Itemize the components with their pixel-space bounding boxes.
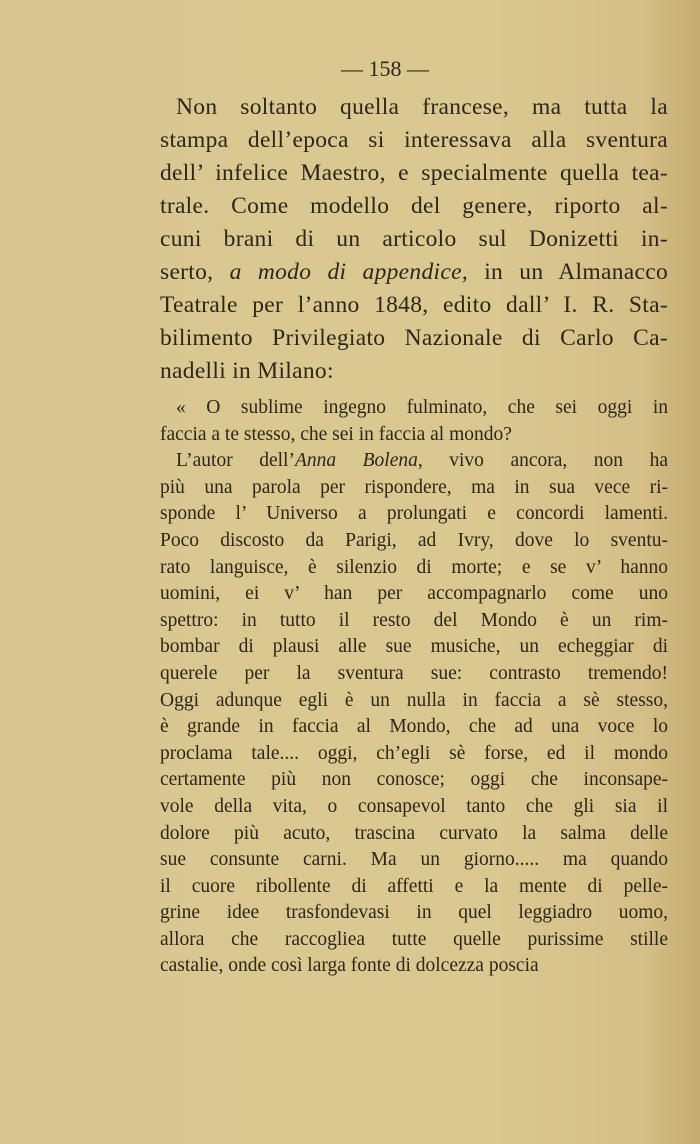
text-segment: certamente più non conosce; oggi che inconsape- (160, 769, 668, 791)
text-line (160, 501, 668, 528)
text-segment: grine idee trasfondevasi in quel leggiadro uomo, (160, 902, 668, 924)
text-line (160, 223, 668, 256)
text-segment: Oggi adunque egli è un nulla in faccia a sè stesso, (160, 689, 668, 711)
text-segment: bilimento Privilegiato Nazionale di Carlo Ca- (160, 325, 668, 351)
text-segment: vole della vita, o consapevol tanto che gli sia il (160, 795, 668, 817)
text-line (160, 714, 668, 741)
text-line (160, 475, 668, 502)
text-segment: più una parola per rispondere, ma in sua vece ri- (160, 476, 668, 498)
text-segment: Non soltanto quella francese, ma tutta la (176, 94, 668, 120)
quoted-article (160, 395, 668, 980)
text-line (160, 422, 668, 449)
text-line (160, 847, 668, 874)
text-segment: cuni brani di un articolo sul Donizetti in- (160, 226, 668, 252)
text-segment: dolore più acuto, trascina curvato la salma delle (160, 822, 668, 844)
text-segment: Poco discosto da Parigi, ad Ivry, dove lo sventu- (160, 529, 668, 551)
text-segment: spettro: in tutto il resto del Mondo è un rim- (160, 609, 668, 631)
text-line (160, 322, 668, 355)
text-segment: stampa dell’epoca si interessava alla sventura (160, 127, 668, 153)
text-line (160, 190, 668, 223)
text-line (160, 157, 668, 190)
text-line (160, 927, 668, 954)
text-segment: serto, (160, 259, 230, 285)
text-segment: bombar di plausi alle sue musiche, un echeggiar di (160, 636, 668, 658)
text-segment: rato languisce, è silenzio di morte; e se v’ hanno (160, 556, 668, 578)
text-line (160, 289, 668, 322)
text-line (160, 256, 668, 289)
text-segment: « O sublime ingegno fulminato, che sei oggi in (176, 397, 668, 418)
text-line (160, 355, 668, 388)
text-segment: , vivo ancora, non ha (417, 450, 668, 472)
text-line (160, 395, 668, 422)
text-segment: dell’ infelice Maestro, e specialmente quella tea- (160, 160, 668, 186)
text-segment: uomini, ei v’ han per accompagnarlo come uno (160, 583, 668, 605)
text-line (160, 91, 668, 124)
text-segment: sponde l’ Universo a prolungati e concordi lamenti. (160, 503, 668, 525)
text-segment: castalie, onde così larga fonte di dolcezza poscia (160, 955, 539, 977)
text-line (160, 688, 668, 715)
text-line (160, 661, 668, 688)
text-segment: allora che raccogliea tutte quelle purissime stille (160, 928, 668, 950)
text-segment: il cuore ribollente di affetti e la mente di pelle- (160, 875, 668, 897)
text-line (160, 124, 668, 157)
text-segment: Teatrale per l’anno 1848, edito dall’ I. R. Sta- (160, 292, 668, 318)
text-segment: L’autor dell’ (176, 450, 295, 472)
text-line (160, 634, 668, 661)
text-line (160, 767, 668, 794)
text-segment: faccia a te stesso, che sei in faccia al mondo? (160, 423, 512, 445)
text-line (160, 741, 668, 768)
text-line (160, 555, 668, 582)
text-line (160, 608, 668, 635)
text-line (160, 874, 668, 901)
paragraph-intro (160, 91, 668, 388)
text-line (160, 953, 668, 980)
text-line (160, 821, 668, 848)
text-segment: , in un Almanacco (461, 259, 668, 285)
text-line (160, 794, 668, 821)
text-segment: proclama tale.... oggi, ch’egli sè forse, ed il mondo (160, 742, 668, 764)
text-line (160, 528, 668, 555)
text-line (160, 448, 668, 475)
text-segment: trale. Come modello del genere, riporto al- (160, 193, 668, 219)
text-segment: querele per la sventura sue: contrasto tremendo! (160, 662, 668, 684)
text-line (160, 900, 668, 927)
text-segment: sue consunte carni. Ma un giorno..... ma quando (160, 849, 668, 871)
page-number: — 158 — (341, 56, 429, 81)
italic-text: a modo di appendice (229, 259, 462, 285)
text-line (160, 581, 668, 608)
text-segment: nadelli in Milano: (160, 358, 334, 384)
text-segment: è grande in faccia al Mondo, che ad una voce lo (160, 716, 668, 738)
italic-text: Anna Bolena (294, 450, 418, 472)
